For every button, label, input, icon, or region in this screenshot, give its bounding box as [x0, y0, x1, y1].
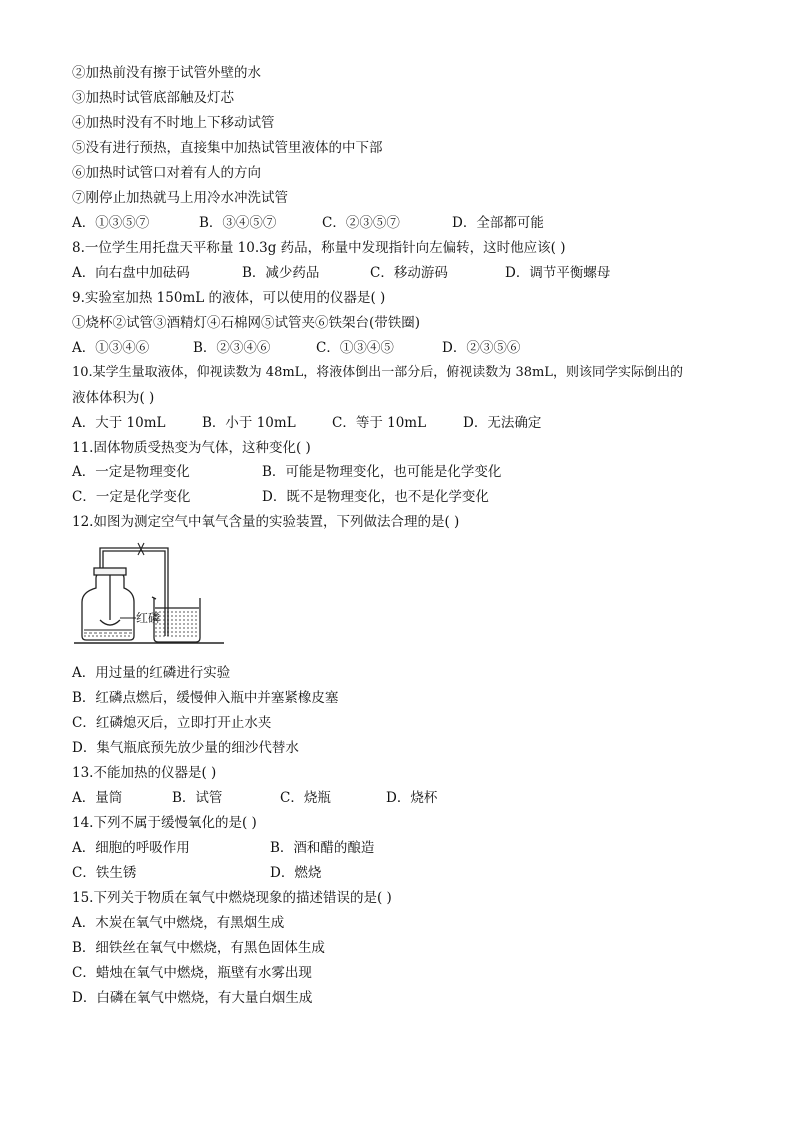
q7-option-d: D．全部都可能 — [452, 215, 544, 231]
q9-items: ①烧杯②试管③酒精灯④石棉网⑤试管夹⑥铁架台(带铁圈) — [72, 315, 421, 331]
q15-stem: 15.下列关于物质在氧气中燃烧现象的描述错误的是( ) — [72, 890, 392, 906]
q10-option-b: B．小于 10mL — [202, 415, 296, 431]
q12-stem: 12.如图为测定空气中氧气含量的实验装置，下列做法合理的是( ) — [72, 514, 460, 530]
oxygen-apparatus-figure — [74, 540, 234, 652]
q13-option-c: C．烧瓶 — [280, 790, 331, 806]
figure-label-red-phosphorus: 红磷 — [136, 611, 161, 625]
q8-option-b: B．减少药品 — [242, 265, 320, 281]
q15-option-c: C．蜡烛在氧气中燃烧，瓶壁有水雾出现 — [72, 965, 312, 981]
q10-option-c: C．等于 10mL — [332, 415, 427, 431]
q14-option-a: A．细胞的呼吸作用 — [72, 840, 190, 856]
q13-option-b: B．试管 — [172, 790, 223, 806]
q14-stem: 14.下列不属于缓慢氧化的是( ) — [72, 815, 257, 831]
q8-stem: 8.一位学生用托盘天平称量 10.3g 药品，称量中发现指针向左偏转，这时他应该( ) — [72, 240, 566, 256]
q9-option-a: A．①③④⑥ — [72, 340, 150, 356]
q10-option-a: A．大于 10mL — [72, 415, 166, 431]
q8-option-a: A．向右盘中加砝码 — [72, 265, 190, 281]
q13-option-a: A．量筒 — [72, 790, 123, 806]
q7-option-c: C．②③⑤⑦ — [322, 215, 400, 231]
q11-option-b: B．可能是物理变化，也可能是化学变化 — [262, 464, 502, 480]
q7-option-a: A．①③⑤⑦ — [72, 215, 150, 231]
intro-item: ②加热前没有擦于试管外壁的水 — [72, 65, 261, 81]
q12-option-d: D．集气瓶底预先放少量的细沙代替水 — [72, 740, 299, 756]
q10-stem-line2: 液体体积为( ) — [72, 390, 155, 406]
q9-option-c: C．①③④⑤ — [316, 340, 394, 356]
q10-option-d: D．无法确定 — [463, 415, 542, 431]
q15-option-d: D．白磷在氧气中燃烧，有大量白烟生成 — [72, 990, 313, 1006]
q11-option-a: A．一定是物理变化 — [72, 464, 190, 480]
q11-stem: 11.固体物质受热变为气体，这种变化( ) — [72, 440, 311, 456]
q8-option-c: C．移动游码 — [370, 265, 448, 281]
intro-item: ⑦刚停止加热就马上用冷水冲洗试管 — [72, 190, 288, 206]
q15-option-a: A．木炭在氧气中燃烧，有黑烟生成 — [72, 915, 285, 931]
q15-option-b: B．细铁丝在氧气中燃烧，有黑色固体生成 — [72, 940, 325, 956]
q8-option-d: D．调节平衡螺母 — [505, 265, 611, 281]
q14-option-d: D．燃烧 — [270, 865, 322, 881]
q10-stem-line1: 10.某学生量取液体，仰视读数为 48mL，将液体倒出一部分后，俯视读数为 38mL，则该同学实际倒出的 — [72, 365, 683, 380]
q13-option-d: D．烧杯 — [386, 790, 438, 806]
q9-option-b: B．②③④⑥ — [193, 340, 271, 356]
intro-item: ⑥加热时试管口对着有人的方向 — [72, 165, 261, 181]
q14-option-c: C．铁生锈 — [72, 865, 137, 881]
q11-option-d: D．既不是物理变化，也不是化学变化 — [262, 489, 489, 505]
q13-stem: 13.不能加热的仪器是( ) — [72, 765, 217, 781]
q14-option-b: B．酒和醋的酿造 — [270, 840, 375, 856]
q11-option-c: C．一定是化学变化 — [72, 489, 191, 505]
intro-item: ⑤没有进行预热，直接集中加热试管里液体的中下部 — [72, 140, 383, 156]
intro-item: ③加热时试管底部触及灯芯 — [72, 90, 234, 106]
q12-option-a: A．用过量的红磷进行实验 — [72, 665, 231, 681]
q7-option-b: B．③④⑤⑦ — [199, 215, 277, 231]
q12-option-b: B．红磷点燃后，缓慢伸入瓶中并塞紧橡皮塞 — [72, 690, 339, 706]
q9-stem: 9.实验室加热 150mL 的液体，可以使用的仪器是( ) — [72, 290, 386, 306]
intro-item: ④加热时没有不时地上下移动试管 — [72, 115, 275, 131]
q12-option-c: C．红磷熄灭后，立即打开止水夹 — [72, 715, 272, 731]
q9-option-d: D．②③⑤⑥ — [442, 340, 521, 356]
